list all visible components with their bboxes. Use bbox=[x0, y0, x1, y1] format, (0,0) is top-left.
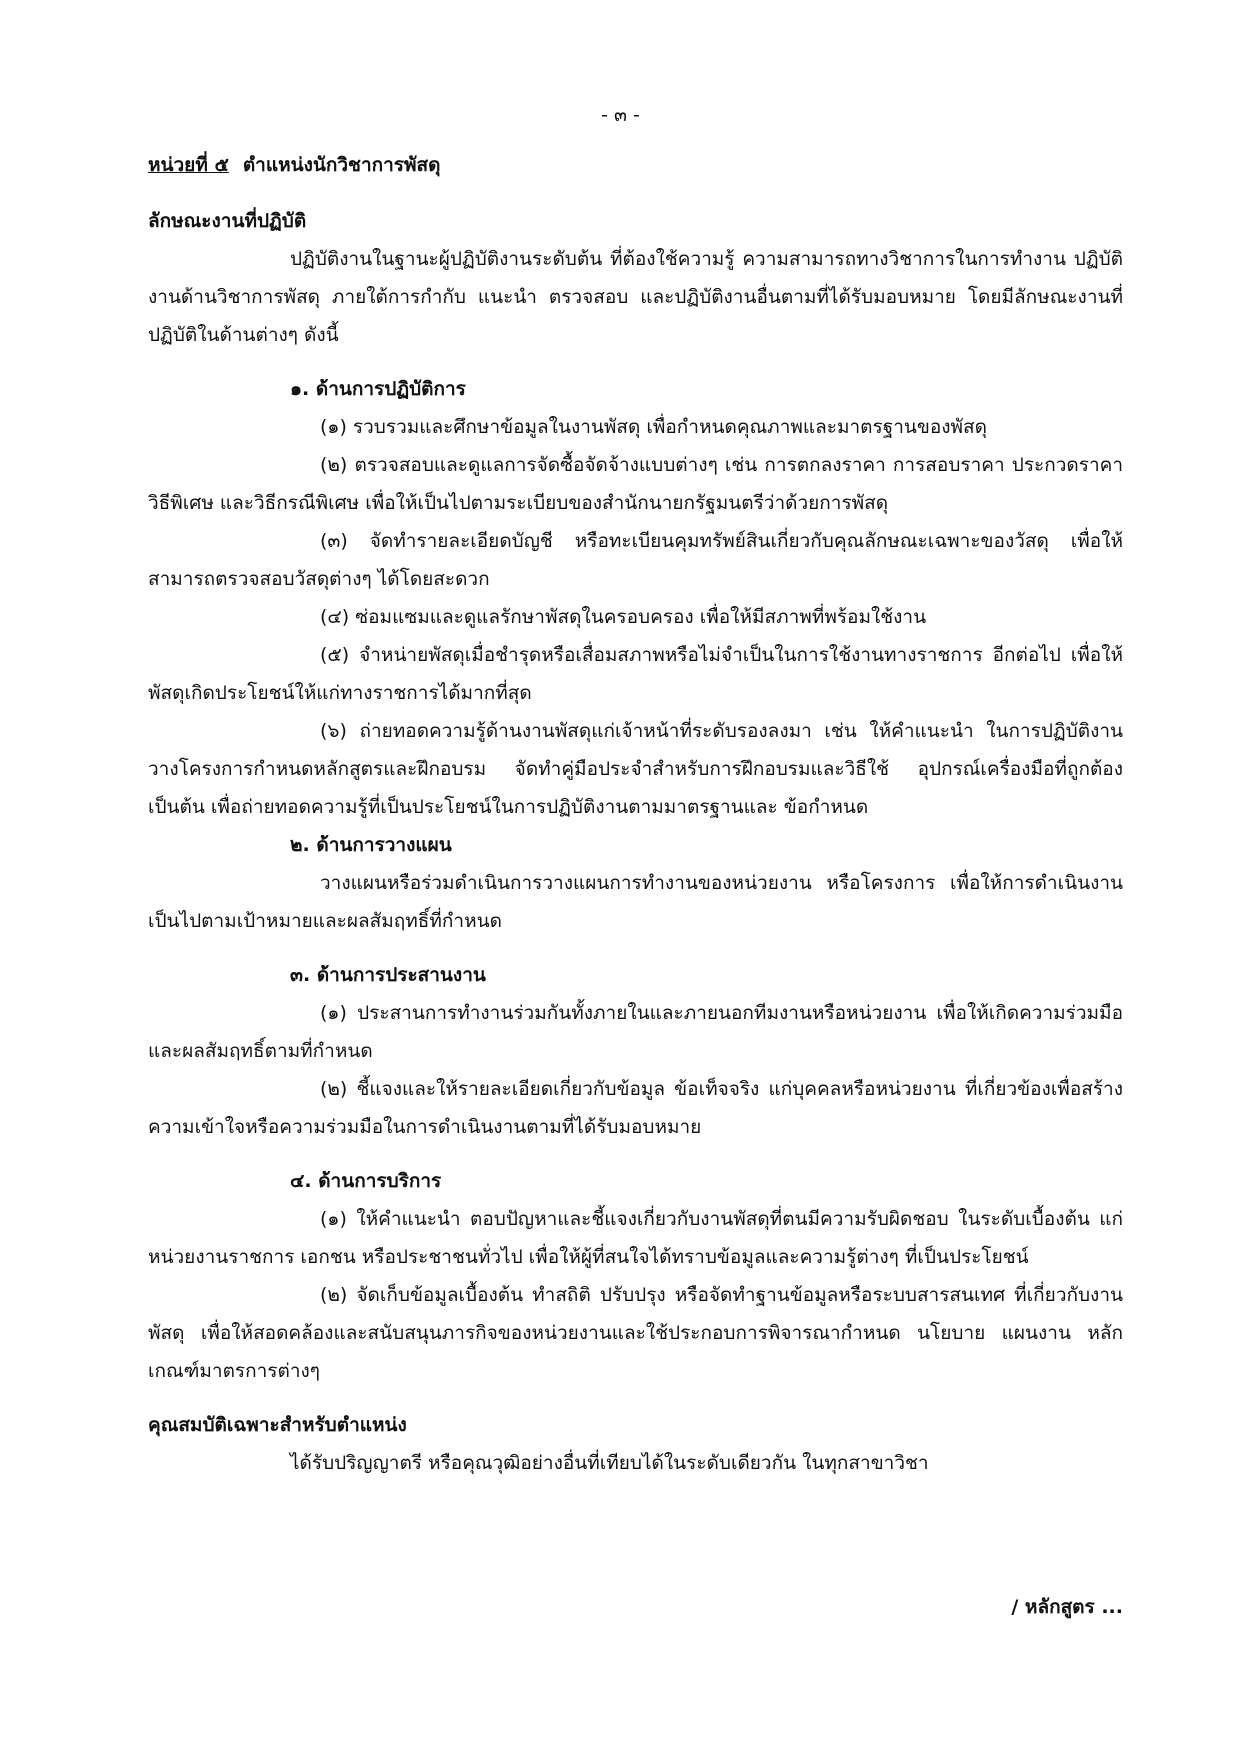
unit-label: หน่วยที่ ๕ bbox=[148, 154, 229, 176]
qualifications-heading: คุณสมบัติเฉพาะสำหรับตำแหน่ง bbox=[148, 1414, 407, 1436]
qualifications-text: ได้รับปริญญาตรี หรือคุณวุฒิอย่างอื่นที่เทียบได้ในระดับเดียวกัน ในทุกสาขาวิชา bbox=[290, 1452, 929, 1474]
job-nature-heading: ลักษณะงานที่ปฏิบัติ bbox=[148, 210, 307, 232]
coordination-item-1: (๑) ประสานการทำงานร่วมกันทั้งภายในและภายนอกทีมงานหรือหน่วยงาน เพื่อให้เกิดความร่วมมือและผลสัมฤทธิ์ตามที่กำหนด bbox=[148, 1002, 1123, 1062]
continuation-note: / หลักสูตร ... bbox=[1011, 1596, 1123, 1618]
job-nature-intro: ปฏิบัติงานในฐานะผู้ปฏิบัติงานระดับต้น ที่ต้องใช้ความรู้ ความสามารถทางวิชาการในการทำงาน ปฏิบัติงานด้านวิชาการพัสดุ ภายใต้การกำกับ แนะนำ ตรวจสอบ และปฏิบัติงานอื่นตามที่ได้รับมอบหมาย โดยมีลักษณะงานที่ปฏิบัติในด้านต่างๆ ดังนี้ bbox=[148, 248, 1123, 346]
unit-title bbox=[148, 146, 1123, 184]
operations-item-3: (๓) จัดทำรายละเอียดบัญชี หรือทะเบียนคุมทรัพย์สินเกี่ยวกับคุณลักษณะเฉพาะของวัสดุ เพื่อให้สามารถตรวจสอบวัสดุต่างๆ ได้โดยสะดวก bbox=[148, 530, 1123, 590]
document-body bbox=[148, 146, 1123, 1482]
service-item-2: (๒) จัดเก็บข้อมูลเบื้องต้น ทำสถิติ ปรับปรุง หรือจัดทำฐานข้อมูลหรือระบบสารสนเทศ ที่เกี่ยวกับงานพัสดุ เพื่อให้สอดคล้องและสนับสนุนภารกิจของหน่วยงานและใช้ประกอบการพิจารณากำหนด นโยบาย แผนงาน หลักเกณฑ์มาตรการต่างๆ bbox=[148, 1284, 1123, 1382]
section-planning-title: ๒. ด้านการวางแผน bbox=[290, 834, 452, 856]
operations-item-2: (๒) ตรวจสอบและดูแลการจัดซื้อจัดจ้างแบบต่างๆ เช่น การตกลงราคา การสอบราคา ประกวดราคา วิธีพิเศษ และวิธีกรณีพิเศษ เพื่อให้เป็นไปตามระเบียบของสำนักนายกรัฐมนตรีว่าด้วยการพัสดุ bbox=[148, 454, 1123, 514]
operations-item-6: (๖) ถ่ายทอดความรู้ด้านงานพัสดุแก่เจ้าหน้าที่ระดับรองลงมา เช่น ให้คำแนะนำ ในการปฏิบัติงาน วางโครงการกำหนดหลักสูตรและฝึกอบรม จัดทำคู่มือประจำสำหรับการฝึกอบรมและวิธีใช้ อุปกรณ์เครื่องมือที่ถูกต้อง เป็นต้น เพื่อถ่ายทอดความรู้ที่เป็นประโยชน์ในการปฏิบัติงานตามมาตรฐานและ ข้อกำหนด bbox=[148, 720, 1123, 818]
planning-item-1: วางแผนหรือร่วมดำเนินการวางแผนการทำงานของหน่วยงาน หรือโครงการ เพื่อให้การดำเนินงานเป็นไปตามเป้าหมายและผลสัมฤทธิ์ที่กำหนด bbox=[148, 872, 1123, 932]
coordination-item-2: (๒) ชี้แจงและให้รายละเอียดเกี่ยวกับข้อมูล ข้อเท็จจริง แก่บุคคลหรือหน่วยงาน ที่เกี่ยวข้องเพื่อสร้างความเข้าใจหรือความร่วมมือในการดำเนินงานตามที่ได้รับมอบหมาย bbox=[148, 1078, 1123, 1138]
operations-item-5: (๕) จำหน่ายพัสดุเมื่อชำรุดหรือเสื่อมสภาพหรือไม่จำเป็นในการใช้งานทางราชการ อีกต่อไป เพื่อให้พัสดุเกิดประโยชน์ให้แก่ทางราชการได้มากที่สุด bbox=[148, 644, 1123, 704]
unit-position-title: ตำแหน่งนักวิชาการพัสดุ bbox=[242, 154, 441, 176]
service-item-1: (๑) ให้คำแนะนำ ตอบปัญหาและชี้แจงเกี่ยวกับงานพัสดุที่ตนมีความรับผิดชอบ ในระดับเบื้องต้น แก่หน่วยงานราชการ เอกชน หรือประชาชนทั่วไป เพื่อให้ผู้ที่สนใจได้ทราบข้อมูลและความรู้ต่างๆ ที่เป็นประโยชน์ bbox=[148, 1208, 1123, 1268]
page-number: - ๓ - bbox=[601, 104, 640, 126]
section-service-title: ๔. ด้านการบริการ bbox=[290, 1170, 442, 1192]
section-coordination-title: ๓. ด้านการประสานงาน bbox=[290, 964, 486, 986]
operations-item-4: (๔) ซ่อมแซมและดูแลรักษาพัสดุในครอบครอง เพื่อให้มีสภาพที่พร้อมใช้งาน bbox=[320, 606, 927, 628]
operations-item-1: (๑) รวบรวมและศึกษาข้อมูลในงานพัสดุ เพื่อกำหนดคุณภาพและมาตรฐานของพัสดุ bbox=[320, 416, 987, 438]
section-operations-title: ๑. ด้านการปฏิบัติการ bbox=[290, 378, 466, 400]
